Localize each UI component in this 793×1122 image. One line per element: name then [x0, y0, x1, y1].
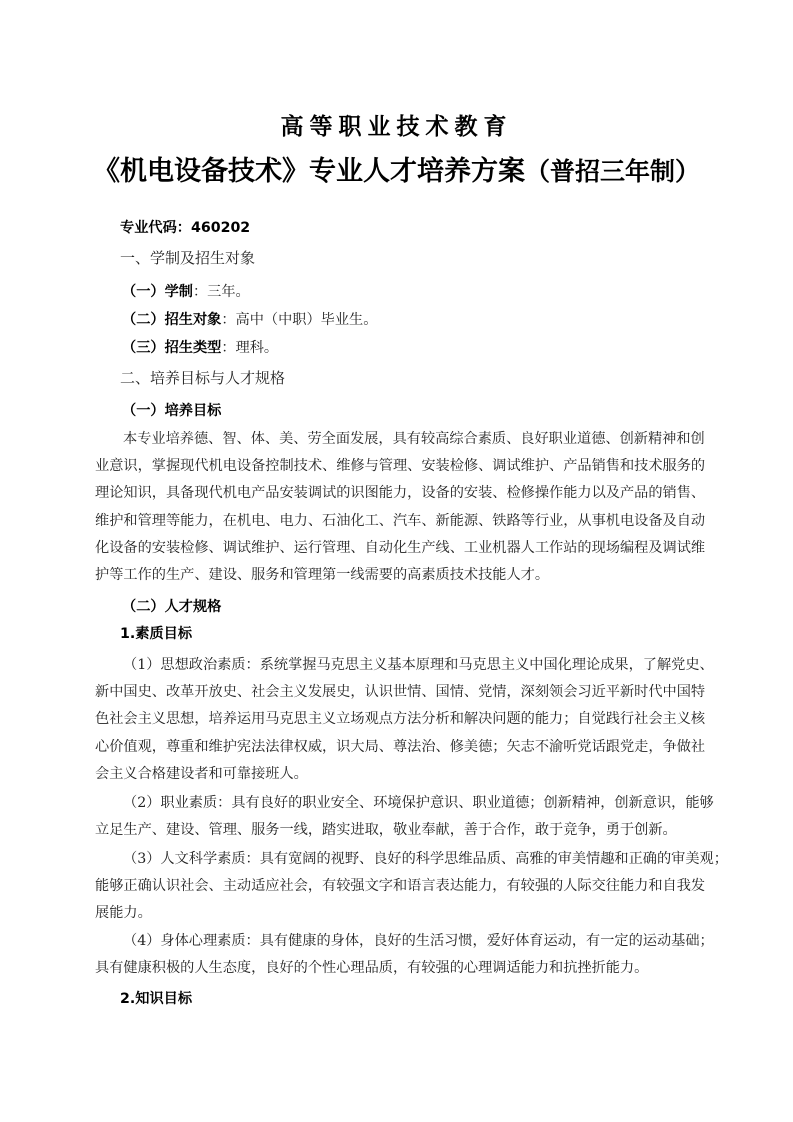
- paragraph-line: （1）思想政治素质：系统掌握马克思主义基本原理和马克思主义中国化理论成果，了解党史、: [123, 657, 714, 673]
- item-number: （一）: [122, 284, 165, 300]
- quality-item-humanities: [95, 846, 728, 928]
- paragraph-line: （2）职业素质：具有良好的职业安全、环境保护意识、职业道德；创新精神，创新意识，能够: [123, 795, 714, 811]
- paragraph-line: 新中国史、改革开放史、社会主义发展史，认识世情、国情、党情，深刻领会习近平新时代中国特: [95, 684, 706, 701]
- quality-item-professional: [95, 790, 714, 844]
- item-separator: ：: [221, 340, 236, 356]
- major-code: [120, 218, 723, 238]
- document-title-line1: 高等职业技术教育: [280, 114, 513, 140]
- paragraph-line: 护等工作的生产、建设、服务和管理第一线需要的高素质技术技能人才。: [95, 567, 550, 584]
- paragraph-line: 展能力。: [95, 905, 152, 922]
- section-heading-1: 一、学制及招生对象: [120, 249, 256, 267]
- subsection-heading-talent-spec: （二）人才规格: [122, 599, 222, 615]
- training-goal-paragraph: [95, 426, 706, 589]
- section1-item: [122, 310, 725, 330]
- knowledge-goals-heading: 2.知识目标: [120, 991, 193, 1007]
- item-number: （三）: [122, 340, 165, 356]
- major-code-value: 460202: [190, 220, 251, 236]
- document-title-sub: （普招三年制）: [524, 157, 700, 186]
- paragraph-line: 化设备的安装检修、调试维护、运行管理、自动化生产线、工业机器人工作站的现场编程及调试维: [95, 539, 706, 556]
- item-separator: ：: [221, 312, 236, 328]
- quality-item-political: [95, 652, 714, 788]
- document-title-line2: [0, 152, 793, 192]
- paragraph-line: 色社会主义思想，培养运用马克思主义立场观点方法分析和解决问题的能力；自觉践行社会主义核: [95, 711, 706, 728]
- item-value: 理科。: [235, 340, 279, 356]
- subsection-heading-training-goal: （一）培养目标: [122, 403, 222, 419]
- document-title-main: 《机电设备技术》专业人才培养方案: [92, 156, 525, 187]
- paragraph-line: 心价值观，尊重和维护宪法法律权威，识大局、尊法治、修美德；矢志不渝听党话跟党走，争做社: [95, 738, 706, 755]
- section-heading-2: 二、培养目标与人才规格: [120, 369, 286, 387]
- paragraph-line: 具有健康积极的人生态度，良好的个性心理品质，有较强的心理调适能力和抗挫折能力。: [95, 960, 649, 977]
- paragraph-line: 理论知识，具备现代机电产品安装调试的识图能力，设备的安装、检修操作能力以及产品的销售、: [95, 485, 706, 502]
- major-code-label: 专业代码：: [120, 220, 191, 236]
- section1-item: [122, 338, 725, 358]
- item-label: 招生对象: [164, 312, 222, 328]
- quality-item-physical: [95, 928, 714, 982]
- item-value: 三年。: [207, 284, 250, 300]
- paragraph-line: 立足生产、建设、管理、服务一线，踏实进取，敬业奉献，善于合作，敢于竞争，勇于创新。: [95, 822, 677, 839]
- item-separator: ：: [192, 284, 208, 300]
- item-label: 学制: [164, 284, 193, 300]
- item-value: 高中（中职）毕业生。: [235, 312, 378, 328]
- paragraph-line: 业意识，掌握现代机电设备控制技术、维修与管理、安装检修、调试维护、产品销售和技术服务的: [95, 458, 706, 475]
- paragraph-line: 能够正确认识社会、主动适应社会，有较强文字和语言表达能力，有较强的人际交往能力和自我发: [95, 878, 706, 895]
- paragraph-line: 本专业培养德、智、体、美、劳全面发展，具有较高综合素质、良好职业道德、创新精神和创: [123, 431, 705, 447]
- paragraph-line: 会主义合格建设者和可靠接班人。: [95, 765, 308, 782]
- quality-goals-heading: 1.素质目标: [120, 626, 193, 642]
- paragraph-line: （3）人文科学素质：具有宽阔的视野、良好的科学思维品质、高雅的审美情趣和正确的审美观；: [123, 851, 728, 867]
- item-label: 招生类型: [164, 340, 222, 356]
- section1-item: [122, 282, 725, 302]
- item-number: （二）: [122, 312, 165, 328]
- paragraph-line: 维护和管理等能力，在机电、电力、石油化工、汽车、新能源、铁路等行业，从事机电设备及自动: [95, 512, 706, 529]
- paragraph-line: （4）身体心理素质：具有健康的身体，良好的生活习惯，爱好体育运动，有一定的运动基础；: [123, 933, 714, 949]
